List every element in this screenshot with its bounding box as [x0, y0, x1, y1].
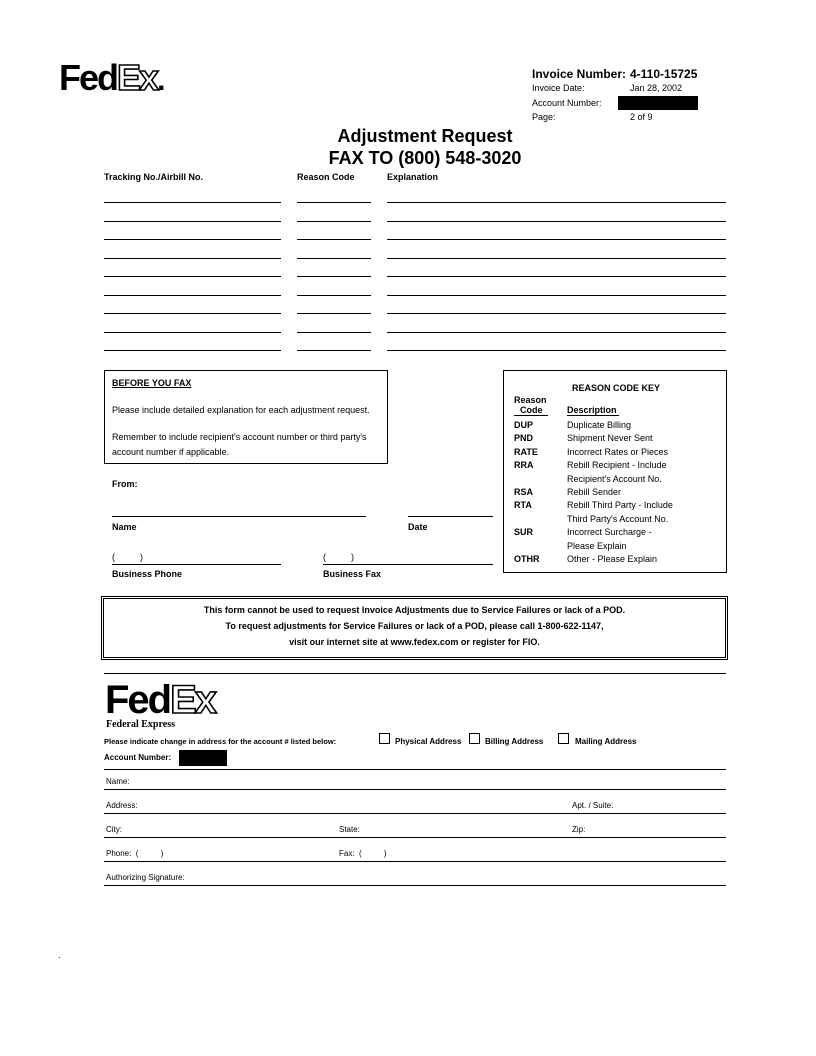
reason-description-continued: Third Party's Account No. — [567, 513, 669, 524]
business-fax-paren: ( ) — [323, 552, 354, 562]
entry-line-tracking[interactable] — [104, 313, 281, 314]
name-field-line[interactable] — [104, 789, 726, 790]
account-number-redacted-2 — [179, 750, 227, 766]
reason-code: SUR — [514, 527, 534, 538]
entry-line-reason[interactable] — [297, 221, 371, 222]
reason-code-col-header-2: Code — [520, 405, 543, 415]
reason-description: Other - Please Explain — [567, 554, 658, 564]
page-label: Page: — [532, 112, 556, 122]
invoice-date-value: Jan 28, 2002 — [630, 83, 683, 93]
reason-code: RTA — [514, 500, 532, 511]
name-field-top-line — [104, 769, 726, 770]
reason-code: OTHR — [514, 554, 540, 564]
page-value: 2 of 9 — [630, 112, 653, 122]
address-field-line[interactable] — [104, 813, 726, 814]
fedex-logo2-ex: Ex — [170, 678, 216, 722]
col-header-reason: Reason Code — [297, 172, 355, 182]
entry-line-explanation[interactable] — [387, 295, 726, 296]
physical-address-checkbox[interactable] — [379, 733, 390, 744]
before-you-fax-instruction-1: Please include detailed explanation for each adjustment request. — [112, 405, 370, 415]
entry-line-explanation[interactable] — [387, 350, 726, 351]
entry-line-tracking[interactable] — [104, 276, 281, 277]
section-separator — [104, 673, 726, 674]
description-col-underline — [567, 415, 619, 416]
notice-line-3: visit our internet site at www.fedex.com or register for FIO. — [289, 637, 540, 647]
before-you-fax-instruction-2a: Remember to include recipient's account number or third party's — [112, 432, 367, 442]
entry-line-reason[interactable] — [297, 313, 371, 314]
federal-express-subtitle: Federal Express — [106, 719, 175, 730]
fedex-federal-express-logo — [105, 679, 215, 721]
entry-line-reason[interactable] — [297, 332, 371, 333]
entry-line-reason[interactable] — [297, 276, 371, 277]
account-number-label: Account Number: — [532, 98, 602, 108]
address-field-label: Address: — [106, 801, 138, 810]
entry-line-reason[interactable] — [297, 295, 371, 296]
reason-code-col-header-1: Reason — [514, 395, 547, 405]
invoice-date-label: Invoice Date: — [532, 83, 585, 93]
entry-line-reason[interactable] — [297, 350, 371, 351]
reason-code: RRA — [514, 460, 534, 471]
from-label: From: — [112, 479, 138, 489]
entry-line-tracking[interactable] — [104, 350, 281, 351]
phone-field-line[interactable] — [104, 861, 726, 862]
fax-number-title: FAX TO (800) 548-3020 — [328, 148, 522, 168]
description-col-header: Description — [567, 405, 617, 415]
from-name-line[interactable] — [112, 516, 366, 517]
entry-line-explanation[interactable] — [387, 258, 726, 259]
entry-line-reason[interactable] — [297, 202, 371, 203]
mailing-address-label: Mailing Address — [575, 737, 637, 746]
reason-code: RSA — [514, 487, 534, 497]
city-field-line[interactable] — [104, 837, 726, 838]
phone-field-label: Phone: ( ) — [106, 849, 164, 858]
invoice-number-label: Invoice Number: — [532, 67, 627, 81]
footer-mark: . — [58, 950, 61, 960]
reason-description: Incorrect Surcharge - — [567, 527, 652, 538]
name-field-label: Name: — [106, 777, 130, 786]
entry-line-tracking[interactable] — [104, 295, 281, 296]
business-fax-line[interactable] — [323, 564, 493, 565]
apt-suite-field-label: Apt. / Suite: — [572, 801, 614, 810]
account-number-redacted — [618, 96, 698, 110]
reason-description: Duplicate Billing — [567, 420, 632, 430]
entry-line-tracking[interactable] — [104, 258, 281, 259]
physical-address-label: Physical Address — [395, 737, 462, 746]
business-phone-line[interactable] — [112, 564, 281, 565]
before-you-fax-instruction-2b: account number if applicable. — [112, 447, 230, 457]
entry-line-reason[interactable] — [297, 258, 371, 259]
reason-code: PND — [514, 433, 534, 444]
reason-description: Rebill Sender — [567, 487, 622, 497]
state-field-label: State: — [339, 825, 360, 834]
reason-code-key-title: REASON CODE KEY — [572, 383, 661, 393]
billing-address-label: Billing Address — [485, 737, 544, 746]
authorizing-signature-label: Authorizing Signature: — [106, 873, 185, 882]
invoice-number-value: 4-110-15725 — [630, 67, 698, 81]
business-phone-paren: ( ) — [112, 552, 143, 562]
account-number-label-2: Account Number: — [104, 753, 172, 762]
name-label: Name — [112, 522, 137, 532]
date-label: Date — [408, 522, 428, 532]
entry-line-tracking[interactable] — [104, 202, 281, 203]
notice-line-1: This form cannot be used to request Invoice Adjustments due to Service Failures or lack of a POD. — [203, 605, 626, 615]
entry-line-tracking[interactable] — [104, 221, 281, 222]
reason-description: Rebill Recipient - Include — [567, 460, 667, 471]
reason-code: RATE — [514, 446, 538, 457]
billing-address-checkbox[interactable] — [469, 733, 480, 744]
reason-description: Incorrect Rates or Pieces — [567, 446, 669, 457]
reason-description-continued: Please Explain — [567, 540, 627, 551]
reason-code-col-underline — [514, 415, 548, 416]
business-fax-label: Business Fax — [323, 569, 382, 579]
mailing-address-checkbox[interactable] — [558, 733, 569, 744]
reason-code: DUP — [514, 420, 534, 430]
city-field-label: City: — [106, 825, 122, 834]
zip-field-label: Zip: — [572, 825, 586, 834]
reason-description: Rebill Third Party - Include — [567, 500, 673, 511]
entry-line-explanation[interactable] — [387, 239, 726, 240]
notice-line-2: To request adjustments for Service Failures or lack of a POD, please call 1-800-622-1147, — [225, 621, 604, 631]
entry-line-explanation[interactable] — [387, 313, 726, 314]
fedex-logo-dot: . — [157, 64, 164, 97]
fedex-logo2-fed: Fed — [105, 678, 171, 722]
col-header-explanation: Explanation — [387, 172, 439, 182]
entry-line-reason[interactable] — [297, 239, 371, 240]
fedex-logo-ex: Ex — [117, 57, 158, 98]
address-change-instruction: Please indicate change in address for the account # listed below: — [104, 737, 337, 746]
entry-line-explanation[interactable] — [387, 332, 726, 333]
before-you-fax-heading: BEFORE YOU FAX — [112, 378, 192, 388]
entry-line-explanation[interactable] — [387, 221, 726, 222]
fedex-logo — [59, 58, 163, 101]
entry-line-explanation[interactable] — [387, 202, 726, 203]
fax-field-label: Fax: ( ) — [339, 849, 387, 858]
authorizing-signature-line[interactable] — [104, 885, 726, 886]
reason-description-continued: Recipient's Account No. — [567, 473, 662, 484]
fedex-logo-fed: Fed — [59, 57, 118, 98]
business-phone-label: Business Phone — [112, 569, 183, 579]
from-date-line[interactable] — [408, 516, 493, 517]
page-title: Adjustment Request — [337, 126, 513, 146]
entry-line-tracking[interactable] — [104, 332, 281, 333]
entry-line-explanation[interactable] — [387, 276, 726, 277]
col-header-tracking: Tracking No./Airbill No. — [104, 172, 204, 182]
entry-line-tracking[interactable] — [104, 239, 281, 240]
reason-description: Shipment Never Sent — [567, 433, 653, 444]
